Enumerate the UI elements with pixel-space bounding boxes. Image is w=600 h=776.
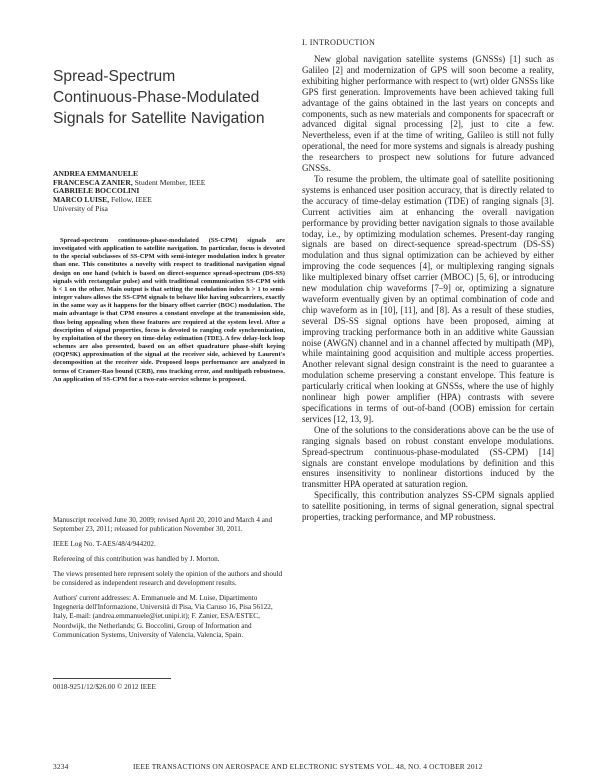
journal-name: IEEE TRANSACTIONS ON AEROSPACE AND ELECTRONIC SYSTEMS VOL. 48, NO. 4 OCTOBER 2012 [133, 762, 483, 771]
refereeing-note: Refereeing of this contribution was handled by J. Morton. [53, 554, 220, 563]
author-role: Student Member, IEEE [132, 177, 206, 187]
manuscript-history: Manuscript received June 30, 2009; revised April 20, 2010 and March 4 and September 23, 2011; released for publication November 30, 2011. [53, 516, 273, 534]
ieee-log-number: IEEE Log No. T-AES/48/4/944202. [53, 540, 156, 549]
author-name: ANDREA EMMANUELE [53, 169, 139, 178]
body-paragraph: New global navigation satellite systems (GNSSs) [1] such as Galileo [2] and modernization of GPS will soon become a reality, exhibiting higher performance with respect to (wrt) older GNSSs like GPS first generation. Improvements have been achieved taking full advantage of the gains obtained in the last years on concepts and components, such as new materials and components for spacecraft or advanced digital signal processing [2], just to cite a few. Nevertheless, even if at the time of writing, Galileo is still not fully operational, the need for more systems and signals is already pushing the researchers to prospect new solutions for future advanced GNSSs. [302, 54, 554, 174]
author-name: MARCO LUISE, [53, 195, 110, 205]
author-block [53, 170, 285, 214]
author-name: GABRIELE BOCCOLINI [53, 186, 140, 196]
body-text [302, 54, 554, 523]
affiliation: University of Pisa [53, 203, 108, 213]
body-paragraph: Specifically, this contribution analyzes SS-CPM signals applied to satellite positioning, in terms of signal generation, signal spectral properties, tracking performance, and MP robustness. [302, 490, 554, 523]
paper-title [53, 66, 293, 129]
copyright-rule [53, 678, 171, 679]
title-line: Spread-Spectrum [53, 68, 176, 85]
title-line: Signals for Satellite Navigation [53, 110, 265, 127]
author-role: Fellow, IEEE [109, 195, 152, 205]
body-paragraph: One of the solutions to the considerations above can be the use of ranging signals based on robust constant envelope modulations. Spread-spectrum continuous-phase-modulated (SS-CPM) [14] signals are constant envelope modulations by definition and this ensures insensitivity to nonlinear distortions induced by the transmitter HPA operated at saturation region. [302, 424, 554, 490]
title-line: Continuous-Phase-Modulated [53, 89, 260, 106]
body-paragraph: To resume the problem, the ultimate goal of satellite positioning systems is enhanced user position accuracy, that is directly related to the accuracy of time-delay estimation (TDE) of ranging signals [3]. Current activities aim at enhancing the overall navigation performance by providing better navigation signals to those available today, i.e., by optimizing modulation schemes. Present-day ranging signals are based on direct-sequence spread-spectrum (DS-SS) modulation and thus signal optimization can be achieved by either improving the code sequences [4], or multiplexing ranging signals like multiplexed binary offset carrier (MBOC) [5, 6], or introducing new modulation chip waveforms [7–9] or, optimizing a signature waveform eventually given by an optimal combination of code and chip waveform as in [10], [11], and [8]. As a result of these studies, several DS-SS signal options have been proposed, aiming at improving tracking performance both in an additive white Gaussian noise (AWGN) channel and in a channel affected by multipath (MP), while maintaining good acquisition and multiple access properties. Another relevant signal design constraint is the need to guarantee a modulation scheme preserving a constant envelope. This feature is particularly critical when looking at GNSSs, where the use of highly nonlinear high power amplifier (HPA) contrasts with severe specifications in terms of out-of-band (OOB) emission for certain services [12, 13, 9]. [302, 173, 554, 424]
author-name: FRANCESCA ZANIER, [53, 177, 133, 187]
disclaimer-note: The views presented here represent solely the opinion of the authors and should be considered as independent research and development results. [53, 569, 283, 587]
page-number: 3234 [53, 762, 69, 771]
manuscript-notes [53, 516, 285, 646]
abstract: Spread-spectrum continuous-phase-modulated (SS-CPM) signals are investigated with application to satellite navigation. In particular, focus is devoted to the special subclasses of SS-CPM with semi-integer modulation index h greater than one. This constitutes a novelty with respect to traditional navigation signal design on one hand (which is based on direct-sequence spread-spectrum (DS-SS) signals with rectangular pulse) and with traditional communication SS-CPM with h < 1 on the other. Main output is that setting the modulation index h > 1 to semi-integer values allows the SS-CPM signals to behave like having subcarriers, exactly in the same way as it happens for the binary offset carrier (BOC) modulation. The main advantage is that CPM ensures a constant envelope at the transmission side, thus being appealing when these features are required at the system level. After a description of signal properties, focus is devoted to ranging code synchronization, by exploitation of the theory on time-delay estimation (TDE). A few delay-lock loop schemes are also presented, based on an offset quadrature phase-shift keying (OQPSK) approximation of the signal at the receiver side, achieved by Laurent's decomposition at the receiver side. Proposed loops performance are analyzed in terms of Cramer-Rao bound (CRB), rms tracking error, and multipath robustness. An application of SS-CPM for a two-rate-service scheme is proposed. [53, 237, 285, 383]
section-heading: I. INTRODUCTION [302, 38, 376, 47]
author-addresses: Authors' current addresses: A. Emmanuele and M. Luise, Dipartimento Ingegneria dell'Informazione, Università di Pisa, Via Caruso 16, Pisa 56122, Italy, E-mail: (andrea.emmanuele@iet.unipi.it); F. Zanier, ESA/ESTEC, Noordwijk, the Netherlands; G. Boccolini, Group of Information and Communication Systems, University of Valencia, Valencia, Spain. [53, 593, 273, 639]
copyright-line: 0018-9251/12/$26.00 © 2012 IEEE [53, 683, 156, 691]
